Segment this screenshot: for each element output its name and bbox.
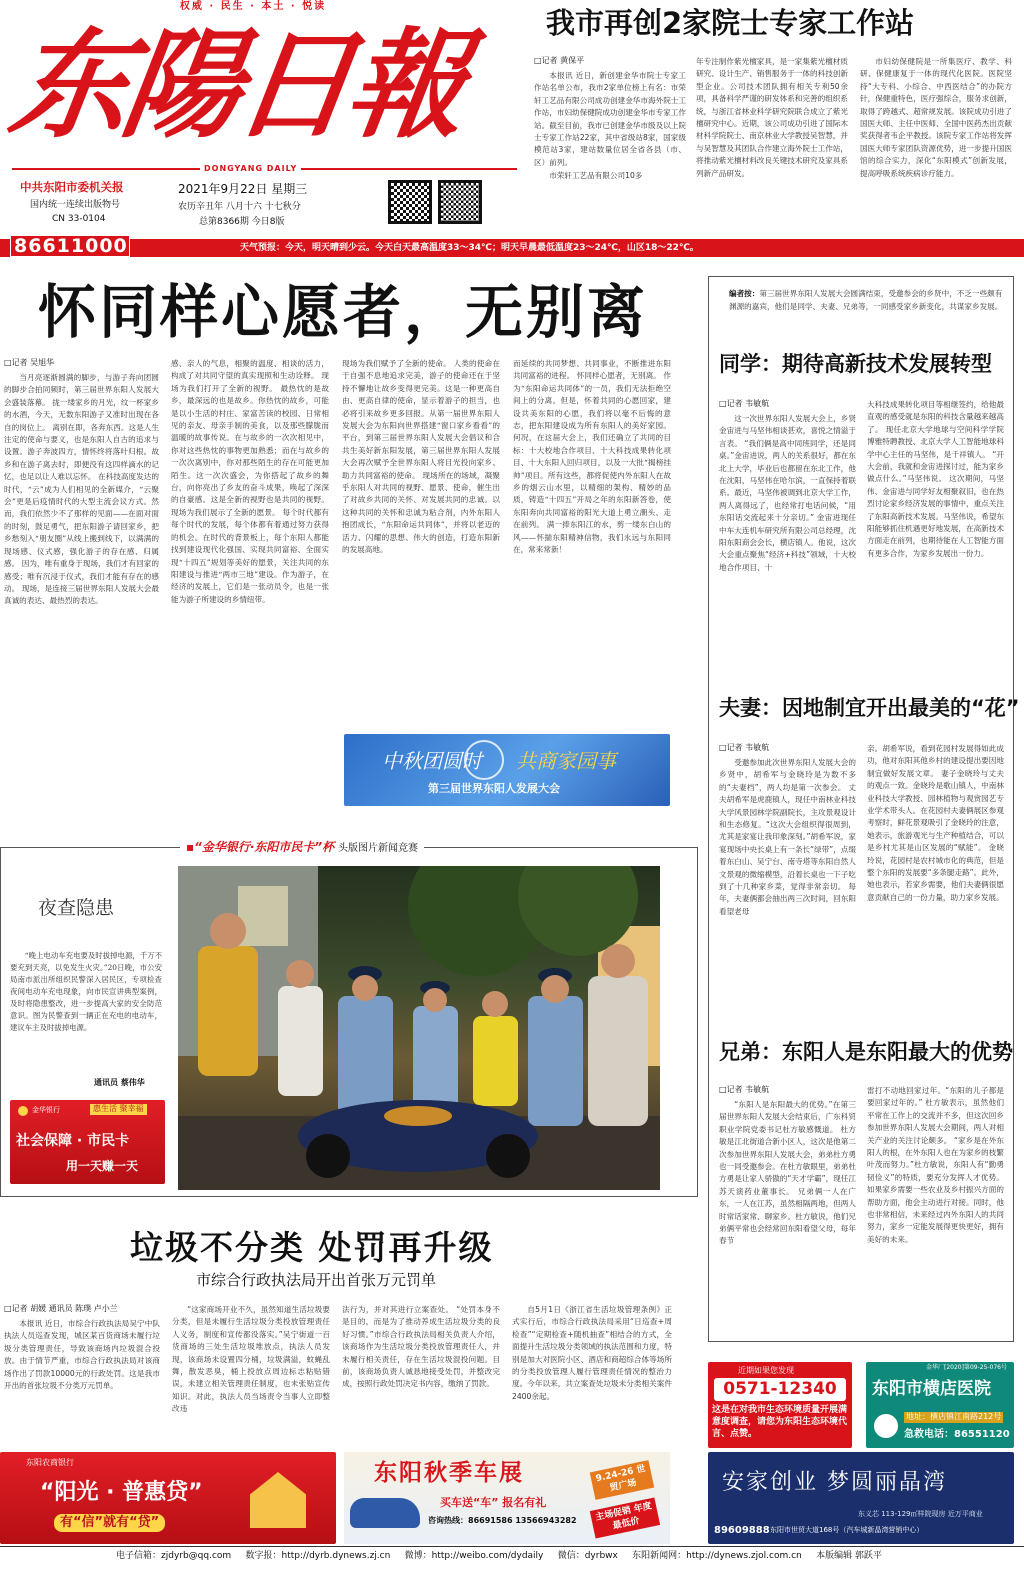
ad-bank-name: 金华银行 [32, 1106, 60, 1114]
masthead-date: 2021年9月22日 星期三 [178, 182, 308, 196]
editor-note [729, 287, 1007, 339]
estate-phone: 89609888 [714, 1525, 770, 1536]
story-b-headline: 夫妻：因地制宜开出最美的“花” [719, 696, 1020, 720]
garbage-byline: □记者 胡媛 通讯员 陈璞 卢小兰 [4, 1304, 118, 1313]
bank-loan-ad[interactable] [0, 1452, 336, 1544]
estate-note: 东义芯 113-129㎡样院现房 近万平商业 [858, 1510, 983, 1518]
story-a-column [867, 399, 1004, 663]
lead-article [0, 268, 700, 813]
story-c-byline: □记者 韦敏航 [719, 1085, 770, 1094]
top-story-byline: □记者 黄保平 [534, 56, 585, 65]
story-a-column [719, 413, 856, 663]
photo-news-title: 夜查隐患 [38, 897, 115, 919]
lead-column [4, 372, 159, 810]
house-icon [250, 1472, 306, 1528]
police-officer [528, 996, 583, 1126]
story-b-column [867, 743, 1004, 1007]
footer-editor: 本版编辑 郭跃平 [816, 1551, 882, 1561]
head [286, 960, 314, 988]
garbage-subhead: 市综合行政执法局开出首张万元罚单 [196, 1271, 437, 1289]
head [601, 944, 635, 978]
photo-caption [10, 950, 162, 1076]
qr-code-icon [438, 180, 482, 224]
features-panel [708, 276, 1020, 1342]
qr-code-icon [388, 180, 432, 224]
hospital-name: 东阳市横店医院 [872, 1379, 991, 1399]
story-b-column [719, 757, 856, 1007]
car-show-badge: 主场促销 年度最低价 [590, 1497, 660, 1538]
ad-line2: 用一天赚一天 [66, 1159, 139, 1173]
person-yellow [198, 946, 258, 1076]
paragraph: 法行为，并对其进行立案查处。 “处罚本身不是目的，而是为了推动养成生活垃圾分类的良好习惯。”市综合行政执法局相关负责人介绍，该商场作为生活垃圾分类投放管理责任人，并未履行相关责任，存在生活垃圾混投问题。目前，该商场负责人诚恳地接受处罚，并整改完成，按照行政处罚决定书内容，缴纳了罚款。 [342, 1305, 500, 1389]
footer-weibo[interactable]: 微博：http://weibo.com/dydaily [404, 1551, 544, 1561]
head [352, 975, 378, 1001]
lead-column [342, 358, 500, 730]
photo-credit: 通讯员 蔡伟华 [94, 1078, 145, 1087]
top-story-headline: 我市再创2家院士专家工作站 [546, 6, 915, 40]
citizen-card-ad[interactable] [10, 1100, 165, 1184]
banner-line-b: 共商家园事 [516, 749, 616, 773]
paragraph: 这一次世界东阳人发展大会上，乡贤金宙进与马坚伟相谈甚欢，喜悦之情溢于言表。 “我们俩是高中同班同学，还是同桌。”金宙进说，两人的关系很好，都在东北上大学，毕业后也都留在东北工作，他在沈阳，马坚伟在哈尔滨，一直保持着联系。最近，马坚伟被调到北京大学工作，两人离得远了，也经常打电话问候，“用东阳话交流起来十分亲切。” 金宙进现任中车大连机车研究所有限公司总经理，沈阳东阳商会会长，横店镇人。他说，这次大会重点聚焦“经济+科技”领域，十大校地合作项目、十 [719, 414, 856, 572]
estate-address: 东阳市世贸大道168号（汽车城新晶湾营销中心） [770, 1526, 924, 1534]
garbage-article [0, 1222, 700, 1447]
head [541, 975, 569, 1003]
masthead-cn: CN 33-0104 [52, 214, 106, 224]
lead-column [171, 358, 329, 810]
paragraph: “这家商场开业不久，虽然知道生活垃圾要分类，但是未履行生活垃圾分类投放管理责任人义务，制度和宣传都没落实。”吴宁街道一百货商场的三处生活垃圾堆放点，执法人员发现，该商场未设置四分桶，垃圾满溢，蚊蝇乱舞，散发恶臭，桶上投放点周边标志粘贴错误，未建立相关管理责任制度，也未张贴宣传知识。对此，执法人员当场责令当事人立即整改违 [172, 1305, 330, 1414]
hospital-license: 金华厂[2020]第09-25-076号 [926, 1364, 1008, 1371]
lead-byline: □记者 吴旭华 [4, 358, 55, 367]
story-b-byline: □记者 韦敏航 [719, 743, 770, 752]
story-c-headline: 兄弟：东阳人是东阳最大的优势 [719, 1040, 1013, 1064]
eco-label: 近期如果您发现 [738, 1366, 794, 1375]
car-icon [350, 1498, 420, 1528]
lead-headline: 怀同样心愿者，无别离 [38, 278, 649, 346]
paragraph: 感、亲人的气息，相聚的温度、相谈的活力，构成了对共同守望的真实现照和生动诠释。 现场为我们打开了全新的视野。 最热忱的是故乡，最深远的也是故乡。你热忱的故乡，可能是以小生活的村庄、家富苦读的校园、日常相见的亲友、母亲手制的美食，以及那些朦胧而温暖的故事传说。在与故乡的一次次相见中，你对这些热忱的事物更加熟悉；而在与故乡的一次次离别中，你对那些陌生的存在可能更加陌生。这一次次盛会，为你搭起了故乡的舞台，向你亮出了乡友的奋斗成果，唤起了深深的自豪感。这是全新的视野也是共同的视野。 现场为我们展示了全新的愿景。 每个时代都有每个时代的发展，每个体都有着通过努力获得的机会。在时代的背景板上，每个东阳人都能找到建设现代化强国、实现共同富裕、全面实现“十四五”规划等美好的愿景，关注共同的东阳建设与推进“两市三地”建设。作为游子，在经济的发展上，它们是一张动员令，也是一张能为游子所建设的乡情纽带。 [171, 359, 329, 604]
eco-text: 这是在对我市生态环境质量开展满意度调查，请您为东阳生态环境代言、点赞。 [712, 1405, 848, 1439]
editor-note-label: 编者按： [729, 289, 760, 298]
paragraph: 年专注制作紫光檀家具，是一家集紫光檀材质研究、设计生产、销售服务于一体的科技创新型企业。公司技术团队拥有相关专利50余项，具备科学严谨的研发体系和完善的组织系统，与浙江省林业科学研究院联合成立了紫光檀研究中心。近期，该公司成功引进了国际木材科学院院士、南京林业大学教授吴智慧，并与吴智慧及其团队合作建立海外院士工作站，将推动紫光檀材料改良关键技术研究及家具系列新产品研发。 [696, 57, 848, 178]
masthead-issue: 总第8366期 今日8版 [199, 217, 285, 227]
police-officer [338, 996, 393, 1116]
masthead-pinyin: DONGYANG DAILY [200, 164, 301, 175]
bank-ad-name: 东阳农商银行 [26, 1458, 74, 1467]
paragraph: 而延续的共同梦想、共同事业，不断推进东阳共同富裕的进程。 怀同样心愿者，无别离。 作为“东阳命运共同体”的一员，我们无法拒绝空间上的分离。但是，怀着共同的心愿回家，建设共美东阳的心愿，我们将以毫不后悔的意志，把东阳建设成为所有东阳人的美好家园。 何况，在这届大会上，我们还确立了共同的目标：十大校地合作项目、十大科技成果转化项目、十大东阳人回归项目，以及一大批“揭榜挂帅”项目。所有这些，都将促使内外东阳人在故乡的烟云山水里，以精细的架构、精妙的品质，铸造“十四五”开局之年的东阳新答卷，使东阳奔向共同富裕的阳光大道上勇立潮头、走在前列。 满一捧东阳江的水，剪一缕东白山的风——怀揣东阳精神信物，我们永远与东阳同在，常来常新！ [513, 359, 671, 555]
photo-news [0, 838, 700, 1198]
masthead-title: 东陽日報 [2, 15, 470, 154]
bank-ad-sub: 有“信”就有“贷” [54, 1514, 165, 1532]
garbage-column [172, 1304, 330, 1444]
footer-email[interactable]: 电子信箱：zjdyrb@qq.com [116, 1551, 232, 1561]
banner-line-c: 第三届世界东阳人发展大会 [428, 782, 560, 795]
paragraph: “东阳人是东阳最大的优势。”在第三届世界东阳人发展大会结束后，广东科贸职业学院党委书记杜方敏感慨道。 杜方敏是江北街道合新小区人，这次是他第二次参加世界东阳人发展大会，弟弟杜方勇也一同受邀参会。在杜方敏眼里，弟弟杜方勇是让家人骄傲的“天才学霸”，现任江苏天演药业董事长。 兄弟俩一人在广东，一人在江苏，虽然相隔两地，但两人时常话家常、聊家乡。杜方敏说，他们兄弟俩平常也会经常回东阳看望父母，每年春节 [719, 1100, 856, 1246]
paragraph: 现场为我们赋予了全新的使命。 人类的使命在于自强不息地追求完美，游子的使命还在于坚持不懈地让故乡变得更完美。这是一种更高自由、更高自律的使命，显示着游子的担当，也必将引来故乡更多回报。从第一届世界东阳人发展大会为东阳向世界搭建“窗口家乡看看”的平台，到第三届世界东阳人发展大会倡议和合共生美好新东阳发展，第三届世界东阳人发展大会再次赋予全世界东阳人将目光投向家乡、助力共同富裕的使命。 现场所在的场域，凝聚乎东阳人对共同的视野、愿景、使命，催生出了对故乡共同的关怀、对发展共同的忠诚。以这种共同的关怀和忠诚为粘合剂，内外东阳人抱团成长，“东阳命运共同体”，并将以老迈的活力、闪耀的思想、伟大的创造，打造东阳新的发展高地。 [342, 359, 500, 555]
bank-logo-icon [18, 1106, 28, 1116]
paragraph: 自5月1日《浙江省生活垃圾管理条例》正式实行后，市综合行政执法局采用“日巡查+周检查”“定期检查+随机抽查”相结合的方式，全面提升生活垃圾分类领域的执法范围和力度，特别是加大对医院小区、酒店和商超综合体等场所的分类投放管理人履行管理责任情况的整治力度。今年以来，共立案查处垃圾未分类相关案件2400余起。 [512, 1305, 672, 1401]
footer-wechat: 微信：dyrbwx [557, 1551, 618, 1561]
weather-forecast: 天气预报：今天，明天晴到少云。今天白天最高温度33～34℃；明天早晨最低温度23～24℃，山区18～22℃。 [240, 243, 699, 253]
paragraph: 市妇幼保健院是一所集医疗、教学、科研、保健康复于一体的现代化医院。医院坚持“大专科、小综合、中西医结合”的办院方针，保健重特色，医疗强综合，服务求创新，取得了跨越式、超常规发展。该院成功引进了国医大师、主任中医师、全国中医药杰出贡献奖获得者韦企平教授。该院专家工作站将发挥国医大师专家团队资源优势，进一步提升国医馆的综合实力，深化“东阳模式”创新发展，提高呼吸系统疾病诊疗能力。 [860, 57, 1012, 178]
top-story-column [860, 56, 1012, 232]
scooter-wheel [486, 1134, 530, 1178]
person-white [278, 986, 323, 1096]
garbage-column [342, 1304, 500, 1444]
top-story-column [696, 56, 848, 232]
top-story-column [534, 70, 686, 232]
car-show-hotline: 咨询热线：86691586 13566943282 [428, 1516, 577, 1525]
person-floral [588, 976, 648, 1126]
masthead-cn-label: 国内统一连续出版物号 [30, 200, 121, 210]
garbage-headline: 垃圾不分类 处罚再升级 [130, 1228, 494, 1267]
scooter-seat [384, 1106, 452, 1126]
eco-survey-ad[interactable] [708, 1362, 852, 1448]
car-show-date: 9.24-26 世贸广场 [590, 1460, 655, 1500]
car-show-title: 东阳秋季车展 [374, 1460, 524, 1486]
garbage-column [512, 1304, 672, 1444]
eco-phone: 0571-12340 [714, 1378, 846, 1401]
paragraph: 大科技成果转化项目等相继签约，给他最直观的感受就是东阳的科技含量越来越高了。 现任北京大学地球与空间科学学院博雅特聘教授、北京大学人工智能地球科学中心主任的马坚伟，是千祥镇人。 “开大会前，我就和金宙进探讨过，能为家乡做点什么。”马坚伟说。 这次期间，马坚伟、金宙进与同学好友相聚叙旧，也在热烈讨论家乡经济发展的事情中，重点关注了东阳高新技术发展。马坚伟说，希望东阳能够抓住机遇更好地发展，在高新技术方面走在前列，也期待能在人工智能方面有更多合作，为家乡发展出一份力。 [867, 400, 1004, 558]
hospital-tel: 急救电话：86551120 [904, 1429, 1010, 1440]
footer [116, 1550, 1016, 1562]
hospital-logo-icon [874, 1414, 898, 1438]
footer-web[interactable]: 东阳新闻网：http://dynews.zjol.com.cn [632, 1551, 802, 1561]
photo-scene [178, 866, 660, 1190]
bank-ad-slogan: “阳光 · 普惠贷” [40, 1480, 203, 1505]
masthead-lunar: 农历辛丑年 八月十六 十七秋分 [178, 202, 301, 212]
masthead-slogan: 权威 · 民生 · 本土 · 悦读 [179, 1, 327, 12]
car-show-ad[interactable] [344, 1452, 670, 1544]
paragraph: 市荣轩工艺品有限公司10多 [549, 171, 643, 181]
masthead-organ: 中共东阳市委机关报 [20, 180, 124, 194]
story-c-column [867, 1085, 1004, 1337]
ad-line1: 社会保障 · 市民卡 [16, 1133, 130, 1149]
conference-banner [344, 734, 670, 806]
paragraph: 亲。胡希军说，看到花园村发展得如此成功，他对东阳其他乡村的建设提出要因地制宜做好发展文章。 妻子金晓玲与丈夫的观点一致。金晓玲是歌山镇人，中南林业科技大学教授、园林植物与观赏园艺专业学术带头人。在花园村夫妻俩展区参观考察时，鲜花景观吸引了金晓玲的注意，她表示，旅游观光与生产种植结合，可以是乡村尤其是山区发展的“赋能”。 金晓玲说，花园村是农村城市化的典范，但是整个东阳的发展要“多条腿走路”。此外，她也表示，若家乡需要，他们夫妻俩很愿意贡献自己的一份力量，助力家乡发展。 [867, 744, 1004, 902]
footer-digital[interactable]: 数字报：http://dyrb.dynews.zj.cn [245, 1551, 391, 1561]
head [482, 991, 508, 1017]
car-show-slogan: 买车送“车” 报名有礼 [440, 1496, 547, 1509]
hotline-number: 86611000 [14, 235, 128, 257]
person-yellow-shirt [473, 1016, 518, 1106]
head [423, 988, 447, 1012]
lead-column [513, 358, 671, 730]
real-estate-ad[interactable] [708, 1452, 1014, 1544]
paragraph: “晚上电动车充电要及时拔掉电源，千万不要充到天亮，以免发生火灾。”20日晚，市公安局南市派出所组织民警深入居民区，专项检查夜间电动车充电现象，向市民宣讲典型案例，及时将隐患整改，进一步提高大家的安全防范意识。图为民警查到一辆正在充电的电动车，建议车主及时拔掉电源。 [10, 951, 162, 1032]
editor-note-text: 第三届世界东阳人发展大会圆满结束，受邀参会的乡贤中，不乏一些颇有渊源的嘉宾，他们是同学、夫妻、兄弟等，一同感受家乡新变化，共谋家乡发展。 [729, 289, 1003, 311]
paragraph: 本报讯 近日，新创建金华市院士专家工作站名单公布，我市2家单位榜上有名：市荣轩工艺品有限公司成功创建金华市海外院士工作站，市妇幼保健院成功创建金华市专家工作站。截至目前，我市已创建金华市级及以上院士专家工作站22家，其中省级站8家，国家级模范站3家，建站数量位居全省各县（市、区）前列。 [534, 71, 686, 167]
police-officer [413, 1006, 458, 1116]
head [210, 913, 246, 949]
window [238, 886, 288, 946]
garbage-column [4, 1318, 160, 1444]
paragraph: 受邀参加此次世界东阳人发展大会的乡贤中，胡希军与金晓玲是为数不多的“夫妻档”，两人均是第一次参会。 丈夫胡希军是虎鹿镇人，现任中南林业科技大学风景园林学院副院长，主攻景观设计和生态修复。“这次大会组织得很周到，尤其是家宴让我印象深刻。”胡希军说，家宴现场中央长桌上有一条长“绿带”，点缀着东白山、吴宁台、南寺塔等东阳自然人文景观的微缩模型，沿着长桌也一下子吃到了十几种家乡菜，觉得非常亲切。 每年，夫妻俩都会抽出两三次时间，回东阳看望老母 [719, 758, 856, 916]
paragraph: 雷打不动地回家过年。“东阳的儿子都是要回家过年的。” 杜方敏表示，虽然他们平常在工作上的交流并不多，但这次回乡参加世界东阳人发展大会期间，两人对相关产业的关注讨论颇多。 “家乡是在外东阳人的根，在外东阳人也在为家乡的枝繁叶茂而努力。”杜方敏说，东阳人有“勤勇韧俭义”的特质，要充分发挥人才优势。如果家乡需要一些农业及乡村振兴方面的帮助方面，他会主动进行对接。同时，他也非常相信，未来经过内外东阳人的共同努力，家乡一定能发展得更快更好，拥有美好的未来。 [867, 1086, 1004, 1244]
story-c-column [719, 1099, 856, 1337]
contest-suffix: 头版图片新闻竞赛 [337, 843, 418, 854]
scooter-wheel [306, 1134, 350, 1178]
top-story [530, 0, 1015, 236]
paragraph: 本报讯 近日，市综合行政执法局吴宁中队执法人员巡查发现，城区某百货商场未履行垃圾分类管理责任，导致该商场内垃圾混合投放。由于情节严重，市综合行政执法局对该商场作出了罚款10000元的行政处罚。这是我市开出的首张垃圾不分类万元罚单。 [4, 1319, 160, 1391]
hospital-address: 地址：横店镇江南路212号 [906, 1412, 1002, 1421]
night-inspection-photo [178, 866, 660, 1190]
story-a-headline: 同学：期待高新技术发展转型 [719, 352, 992, 376]
story-a-byline: □记者 韦敏航 [719, 399, 770, 408]
banner-line-a: 中秋团圆时 [382, 749, 482, 773]
estate-title: 安家创业 梦圆丽晶湾 [722, 1470, 947, 1495]
hospital-ad[interactable] [866, 1362, 1014, 1448]
ad-tags: 惠生活 聚幸福 [90, 1104, 147, 1115]
contest-prefix: ▪“金华银行·东阳市民卡”杯 [186, 840, 335, 854]
footer-rule [0, 1546, 1024, 1547]
paragraph: 当月亮逐渐圆满的脚步，与游子奔向团圆的脚步合拍同频时，第三届世界东阳人发展大会盛装落幕。 拢一缕家乡的月光，纹一杯家乡的水酒，今天，无数东阳游子又准时出现在各自的岗位上。 离别在即，各奔东西。这是人生注定的使命与要义，也是东阳人自古的追求与设置。游子奔波四方，情怀终将落叶归根。故乡和在游子离去时，即便没有这四样滴水的记忆，也足以让人难以忘怀。 在科技高度发达的时代，“云”成为人们相见的全新媒介，“云聚会”更是后疫情时代的大型主流会议方式。然而，我们依然少不了那样的见面——在面对面的时刻，鼓足勇气，把东阳游子请回家乡，把乡愁刻入“朋友圈”从线上搬到线下，以满满的现场感、仪式感，强化游子的存在感、归属感。 因为，唯有重身于现场，我们才有回家的感受；唯有沉浸于仪式，我们才能有存在的感动。 现场，是连接三届世界东阳人发展大会最真诚的表达、最热烈的表达。 [4, 373, 159, 606]
